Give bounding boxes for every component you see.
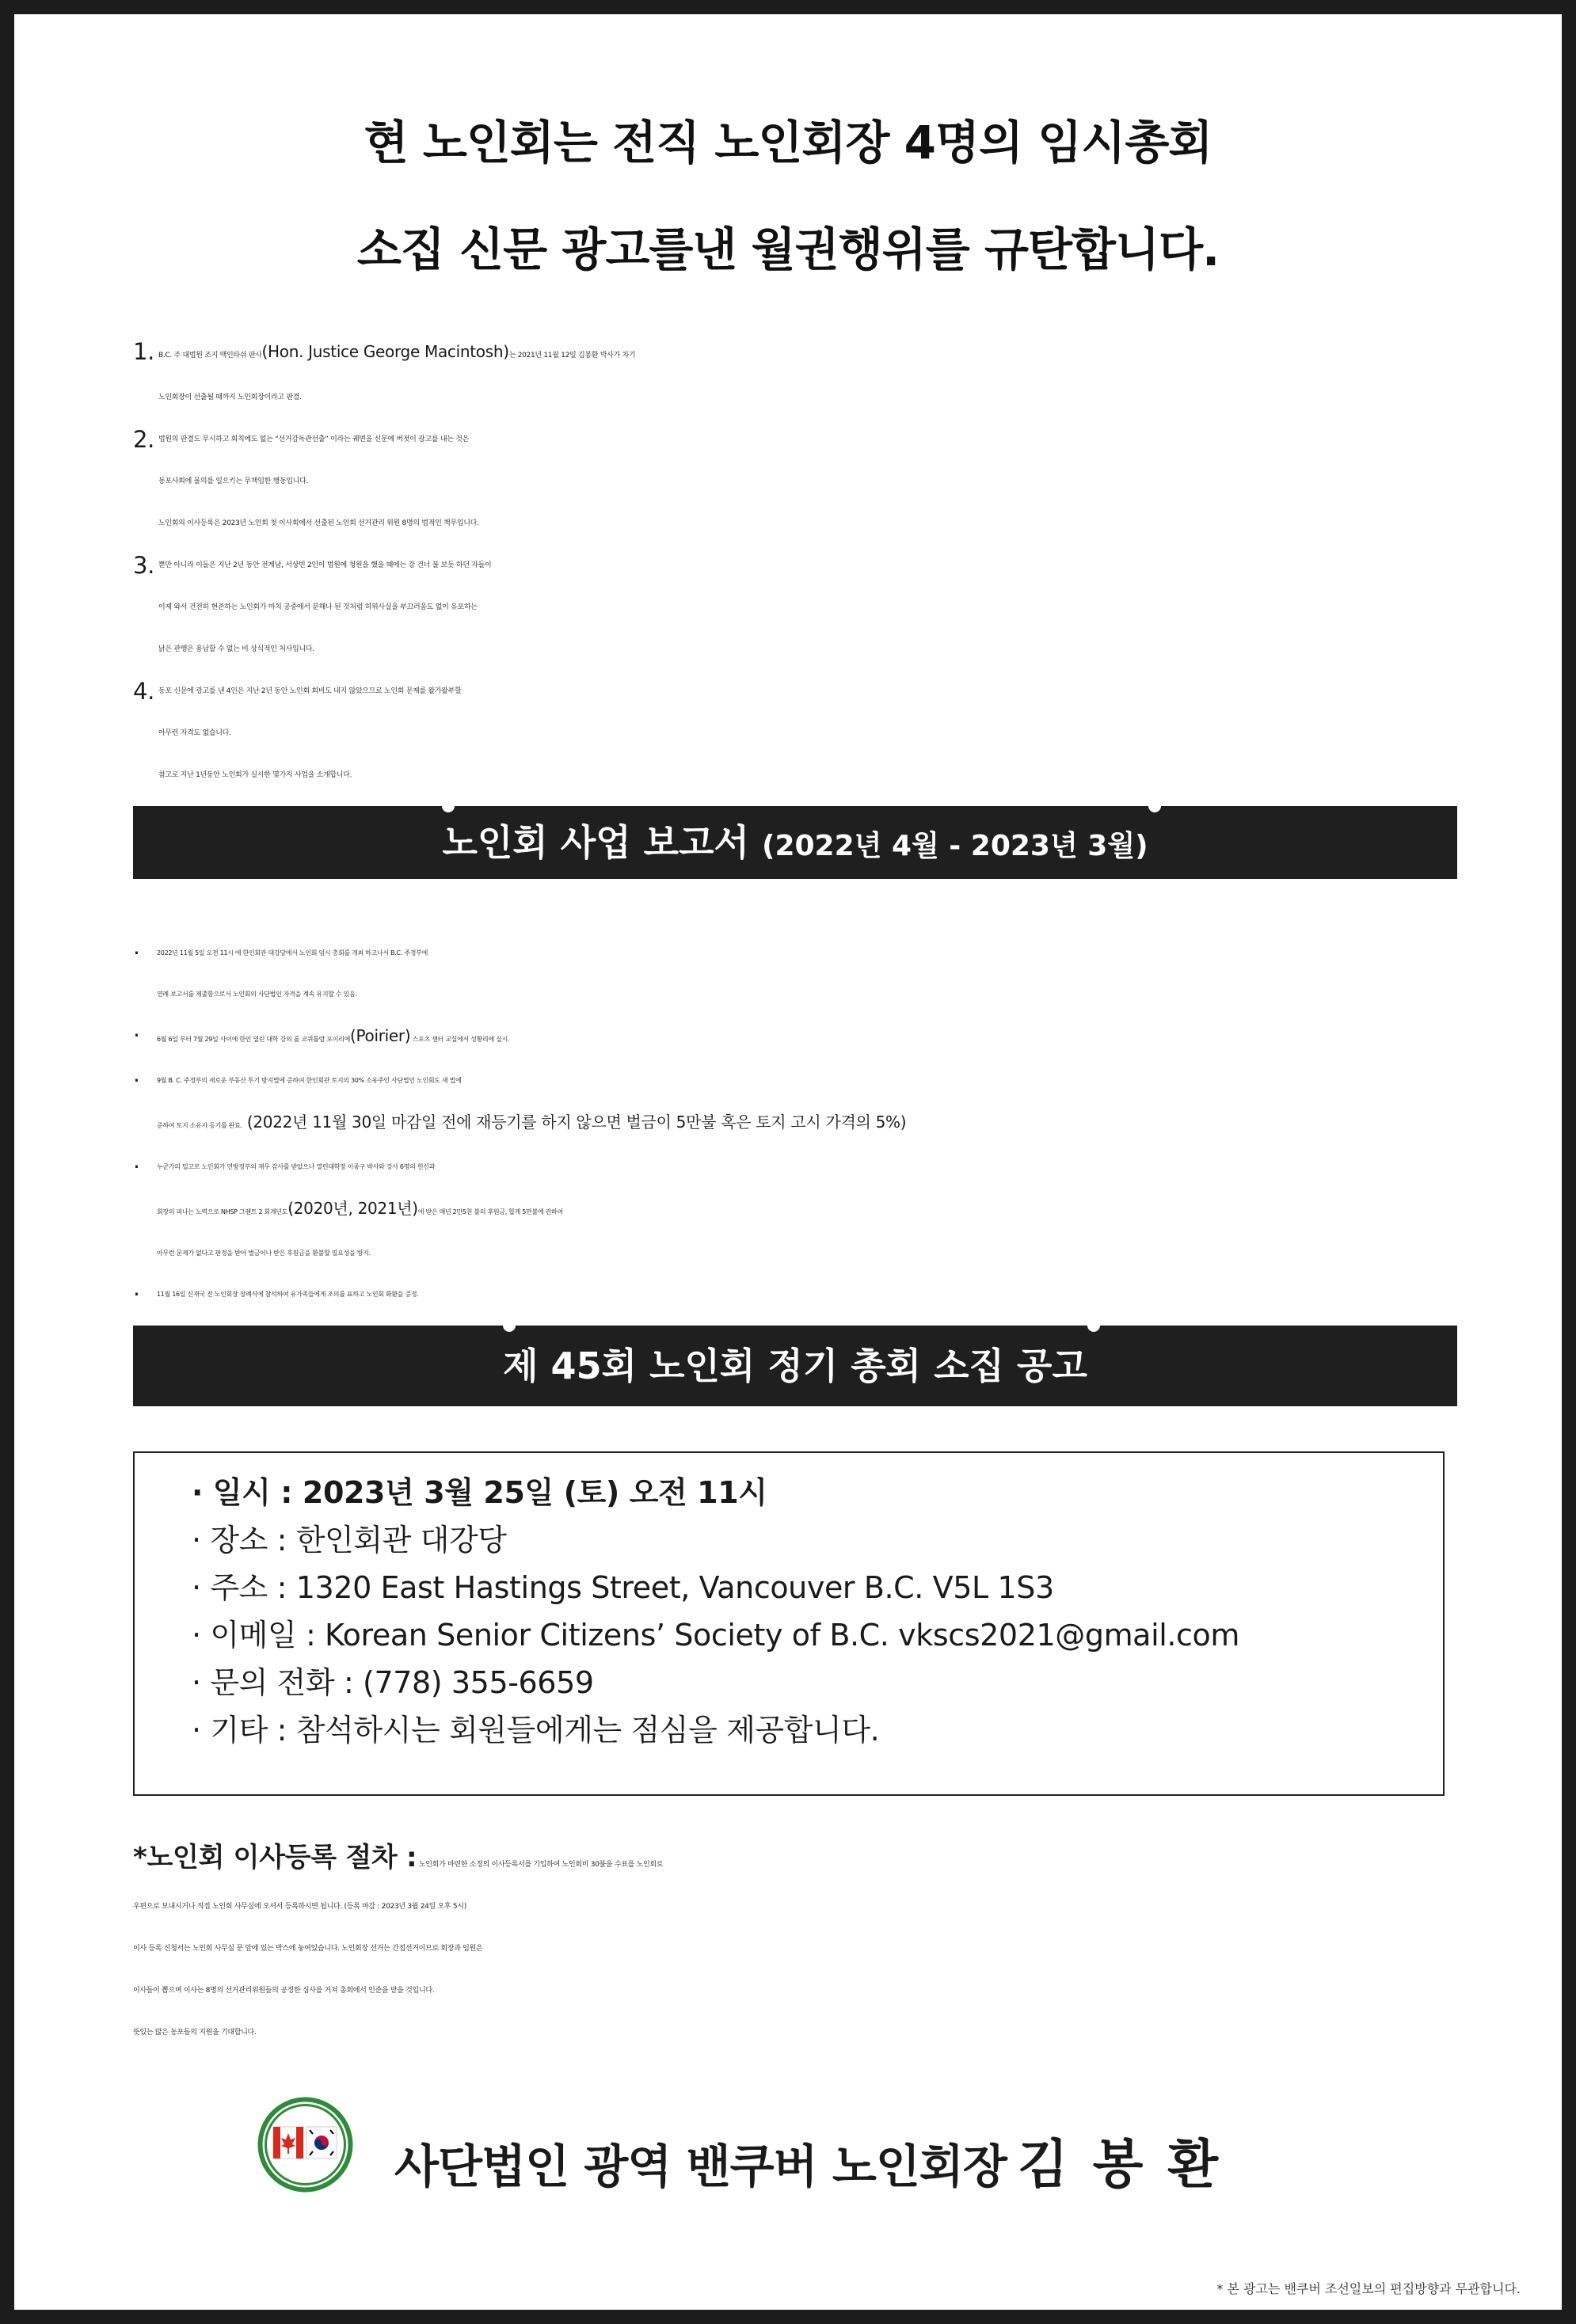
meeting-title: 제 45회 노인회 정기 총회 소집 공고 xyxy=(503,1345,1087,1387)
signature xyxy=(394,2122,1221,2197)
notice-number: 3. xyxy=(133,552,155,579)
notice-line: 낡은 관행은 용납할 수 없는 비 상식적인 처사입니다. xyxy=(158,645,314,653)
registration-line: 이사 등록 신청서는 노인회 사무실 문 앞에 있는 박스에 놓여있습니다. 노인회장 선거는 간접선거이므로 회장과 임원은 xyxy=(133,1945,483,1953)
report-item xyxy=(131,1015,1509,1060)
notice-line: B.C. 주 대법원 조지 맥인타쉬 판사(Hon. Justice George Macintosh)는 2021년 11월 12일 김봉환 박사가 차기 xyxy=(158,342,636,361)
meeting-info-box xyxy=(133,1451,1445,1796)
notice-footer: 참고로 지난 1년동안 노인회가 실시한 몇가지 사업을 소개합니다. xyxy=(158,771,352,779)
report-line: 아무런 문제가 없다고 판정을 받아 벌금이나 받은 후원금을 환불할 필요성을 방지. xyxy=(157,1249,371,1257)
notice-line: 이제 와서 건전히 현존하는 노인회가 마치 공중에서 분해나 된 것처럼 허위사실을 부끄러움도 없이 유포하는 xyxy=(158,603,478,611)
registration-line: 이사들이 뽑으며 이사는 8명의 선거관리위원들의 공정한 심사를 거쳐 총회에서 인준을 받을 것입니다. xyxy=(133,1987,435,1995)
bullet: · xyxy=(133,1067,140,1094)
report-line: 9월 B. C. 주정부의 새로운 부동산 투기 방지법에 준하여 한인회관 토지의 30% 소유주인 사단법인 노인회도 새 법에 xyxy=(157,1077,462,1084)
report-line: 준하여 토지 소유자 등기를 완료. (2022년 11월 30일 마감일 전에 재등기를 하지 않으면 벌금이 5만불 혹은 토지 고시 가격의 5%) xyxy=(157,1113,907,1132)
headline-line-1: 현 노인회는 전직 노인회장 4명의 임시총회 xyxy=(364,116,1212,169)
report-line: 누군가의 밀고로 노인회가 연방정부의 재무 감사를 받았으나 열린대학장 이종구 박사와 강사 6명의 헌신과 xyxy=(157,1163,436,1170)
bullet: · xyxy=(133,1022,140,1048)
notice-line: 동포 신문에 광고를 낸 4인은 지난 2년 동안 노인회 회비도 내지 않았으므로 노인회 문제를 왈가왈부할 xyxy=(158,687,462,695)
registration-line: 우편으로 보내시거나 직접 노인회 사무실에 오셔서 등록하시면 됩니다. (등록 마감 : 2023년 3월 24일 오후 5시) xyxy=(133,1903,466,1911)
notice-item xyxy=(133,671,1495,755)
registration-line: *노인회 이사등록 절차 : 노인회가 마련한 소정의 이사등록서를 기입하여 노인회비 30불을 수표를 노인회로 xyxy=(133,1842,664,1873)
notice-item xyxy=(133,545,1495,671)
report-title: 노인회 사업 보고서 xyxy=(442,821,749,864)
report-line: 연례 보고서를 제출함으로서 노인회의 사단법인 자격을 계속 유지할 수 있음. xyxy=(157,991,357,998)
signature-org: 사단법인 광역 밴쿠버 노인회장 xyxy=(394,2140,1007,2193)
report-line: 2022년 11월 5일 오전 11시 에 한인회관 대강당에서 노인회 임시 총회를 개최 하고나서 B.C. 주정부에 xyxy=(157,949,428,957)
report-line: 6월 6일 부터 7월 29일 사이에 한인 열린 대학 강의 를 코퀴틀람 포이리에(Poirier) 스포츠 센터 교실에서 성황리에 실시. xyxy=(157,1026,510,1045)
notice-line: 동포사회에 물의를 일으키는 무책임한 행동입니다. xyxy=(158,477,309,485)
report-list xyxy=(131,933,1509,1315)
meeting-venue: · 장소 : 한인회관 대강당 xyxy=(192,1523,507,1558)
meeting-phone: · 문의 전화 : (778) 355-6659 xyxy=(192,1665,594,1700)
meeting-info-list xyxy=(192,1469,1239,1754)
notice-line: 뿐만 아니라 이들은 지난 2년 동안 전계남, 서상빈 2인이 법원에 청원을 했을 때에는 강 건너 불 보듯 하던 자들이 xyxy=(158,561,492,569)
registration-line: 뜻있는 많은 동포들의 지원을 기대합니다. xyxy=(133,2029,257,2037)
report-line: 회장의 피나는 노력으로 NHSP 그랜트 2 회계년도(2020년, 2021년)에 받은 매년 2만5천 불의 후원금, 합계 5만불에 관하여 xyxy=(157,1199,563,1218)
notice-line: 노인회장이 선출될 때까지 노인회장이라고 판결. xyxy=(158,394,302,401)
disclaimer: * 본 광고는 밴쿠버 조선일보의 편집방향과 무관합니다. xyxy=(1216,2281,1521,2296)
meeting-other: · 기타 : 참석하시는 회원들에게는 점심을 제공합니다. xyxy=(192,1713,880,1748)
bullet: · xyxy=(133,1281,140,1307)
meeting-title-banner xyxy=(133,1326,1457,1406)
meeting-date: · 일시 : 2023년 3월 25일 (토) 오전 11시 xyxy=(192,1475,767,1510)
notice-line: 노인회의 이사등록은 2023년 노인회 첫 이사회에서 선출된 노인회 선거관리 위원 8명의 법적인 책무입니다. xyxy=(158,519,479,527)
notice-item xyxy=(133,419,1495,545)
report-title-banner xyxy=(133,806,1457,879)
advertisement-page xyxy=(14,14,1562,2310)
notice-list xyxy=(133,331,1495,797)
notice-line: 아무런 자격도 없습니다. xyxy=(158,729,231,737)
signature-name: 김 봉 환 xyxy=(1017,2133,1222,2195)
notice-item xyxy=(133,331,1495,419)
registration-lead: *노인회 이사등록 절차 : xyxy=(133,1842,417,1873)
report-period: (2022년 4월 - 2023년 3월) xyxy=(761,830,1148,862)
notice-number: 1. xyxy=(133,338,155,365)
bullet: · xyxy=(133,940,140,966)
meeting-email: · 이메일 : Korean Senior Citizens’ Society of B.C. vkscs2021@gmail.com xyxy=(192,1618,1240,1653)
society-emblem-icon xyxy=(256,2095,355,2194)
banner-notch xyxy=(119,800,133,814)
bullet: · xyxy=(133,1154,140,1180)
notice-number: 4. xyxy=(133,678,155,705)
meeting-address: · 주소 : 1320 East Hastings Street, Vancouver B.C. V5L 1S3 xyxy=(192,1570,1054,1605)
notice-number: 2. xyxy=(133,426,155,453)
registration-notice xyxy=(133,1837,1495,2054)
headline-line-2: 소집 신문 광고를낸 월권행위를 규탄합니다. xyxy=(356,223,1220,276)
report-item xyxy=(131,1060,1509,1147)
report-item xyxy=(131,1147,1509,1274)
report-line: 11월 16일 신재국 전 노인회장 장례식에 참석하여 유가족들에게 조의를 표하고 노인회 화환을 증정. xyxy=(157,1291,419,1298)
notice-line: 법원의 판결도 무시하고 회칙에도 없는 “선거감독관선출” 이라는 궤변을 신문에 버젓이 광고를 내는 것은 xyxy=(158,436,470,443)
report-item xyxy=(131,1274,1509,1315)
report-item xyxy=(131,933,1509,1015)
